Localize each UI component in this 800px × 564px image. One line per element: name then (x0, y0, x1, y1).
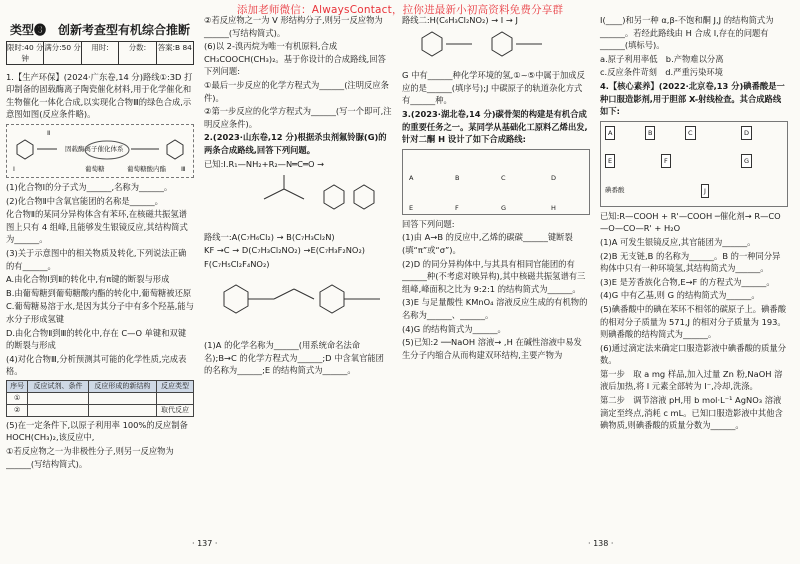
table-cell: ① (7, 392, 28, 404)
info-points: 分数: (119, 42, 156, 64)
q2-known: 已知:Ⅰ.R₁—NH₂+R₂—N═C═O → (204, 158, 325, 169)
right-column-2 (600, 14, 788, 433)
q2-question-1: (1)A 的化学名称为______(用系统命名法命名);B→C 的化学方程式为______;D 中含氧官能团的名称为______;E 的结构简式为______。 (204, 340, 384, 376)
q1-col2-3: ①最后一步反应的化学方程式为______(注明反应条件)。 (204, 79, 389, 103)
q1-option-d: D.由化合物Ⅱ到Ⅲ的转化中,存在 C—O 单键和双键的断裂与形成 (6, 327, 187, 351)
page-number-left: · 137 · (192, 539, 218, 549)
q3-tail-3: c.反应条件苛刻 d.严重污染环境 (600, 67, 723, 78)
q1-tail-2: ①若反应物之一为非极性分子,则另一反应物为______(写结构简式)。 (6, 446, 174, 469)
q4-box-F: F (661, 154, 671, 169)
info-used: 用时: (82, 42, 119, 64)
watermark-banner: 添加老师微信：AlwaysContact，拉你进最新小初高资料免费分享群 (236, 4, 564, 16)
q3-head: 3.(2023·湖北卷,14 分)碳骨架的构建是有机合成的重要任务之一。某同学从基础化工原料乙烯出发,针对二酮 H 设计了如下合成路线: (402, 108, 588, 145)
q3-label-E: E (409, 203, 414, 212)
q3-label-G: G (501, 203, 507, 212)
scheme-label-lactone: 葡萄糖酸内酯 (127, 164, 166, 173)
table-cell (88, 392, 156, 404)
q2-route-2: KF →C → D(C₇H₃Cl₂NO₂) →E(C₇H₃F₂NO₂) (204, 245, 366, 256)
q1-option-a: A.由化合物Ⅰ到Ⅱ的转化中,有π键的断裂与形成 (6, 274, 170, 285)
scheme-1 (6, 124, 194, 178)
right-column-1 (402, 14, 590, 362)
q1-col2-1: ②若反应物之一为 V 形结构分子,则另一反应物为______(写结构简式)。 (204, 15, 383, 38)
q1-col2-2: (6)以 2-溴丙烷为唯一有机原料,合成 CH₃COOCH(CH₃)₂。基于你设计的合成路线,回答下列问题: (204, 41, 386, 77)
table-header-type: 反应类型 (157, 380, 194, 392)
table-row (7, 404, 194, 416)
urea-structure-drawing (204, 171, 390, 227)
left-column-2 (204, 14, 392, 378)
q4-box-G: G (741, 154, 752, 169)
table-cell (28, 404, 88, 416)
q4-box-E: E (605, 154, 615, 169)
q3-question-3: (3)E 与足量酸性 KMnO₄ 溶液反应生成的有机物的名称为______、______。 (402, 297, 588, 320)
q4-head: 4.【核心素养】(2022·北京卷,13 分)碘番酸是一种口服造影剂,用于胆部 X-射线检查。其合成路线如下: (600, 80, 785, 117)
q4-question-4: (4)G 中有乙基,则 G 的结构简式为______。 (600, 290, 760, 301)
q4-step-2: 第二步 调节溶液 pH,用 b mol·L⁻¹ AgNO₃ 溶液滴定至终点,消耗 c mL。已知口服造影液中其他含碘物质,则碘番酸的质量分数为______。 (600, 395, 783, 431)
table-cell (28, 392, 88, 404)
q3-label-D: D (551, 173, 557, 182)
table-header-reagent: 反应试剂、条件 (28, 380, 88, 392)
q3-label-C: C (501, 173, 506, 182)
q4-label-product: 碘番酸 (605, 185, 625, 194)
q4-box-C: C (685, 126, 696, 141)
q4-box-A: A (605, 126, 615, 141)
scheme-label-II: Ⅱ (47, 128, 51, 137)
table-header-structure: 反应形成的新结构 (88, 380, 156, 392)
scheme-label-catalyst: 固载酶离子催化体系 (65, 144, 124, 153)
q3-question-0: 回答下列问题: (402, 218, 455, 229)
left-page (6, 14, 398, 549)
q3-question-4: (4)G 的结构简式为______。 (402, 323, 506, 334)
table-cell (88, 404, 156, 416)
q4-box-B: B (645, 126, 655, 141)
q1-tail-1: (5)在一定条件下,以原子利用率 100%的反应制备 HOCH(CH₃)₂,该反应中, (6, 419, 188, 443)
q2-route-2-line: 路线二:H(C₆H₃Cl₂NO₂) → I → J (402, 15, 518, 25)
q3-synthesis-route (402, 149, 590, 215)
table-header-no: 序号 (7, 380, 28, 392)
q1-option-c: C.葡萄糖易溶于水,是因为其分子中有多个羟基,能与水分子形成氢键 (6, 301, 194, 324)
q3-tail-1: I(____)和另一种 α,β-不饱和酮 J,J 的结构简式为______。若经此路线由 H 合成 I,存在的问题有______(填标号)。 (600, 15, 774, 51)
q1-text-5: (4)对化合物Ⅲ,分析预测其可能的化学性质,完成表格。 (6, 353, 187, 377)
route2-drawing (402, 28, 588, 66)
right-page (402, 14, 794, 549)
table-cell: 取代反应 (157, 404, 194, 416)
table-cell (157, 392, 194, 404)
q3-question-1: (1)由 A→B 的反应中,乙烯的碳碳______键断裂(填“π”或“σ”)。 (402, 232, 573, 255)
q1-col2-4: ②第一步反应的化学方程式为______(写一个即可,注明反应条件)。 (204, 106, 392, 129)
q1-text-1: (1)化合物Ⅰ的分子式为______,名称为______。 (6, 181, 173, 192)
q4-known: 已知:R—COOH + R'—COOH ─催化剂→ R—CO—O—CO—R' + H₂O (600, 210, 781, 234)
q1-text-4: (3)关于示意图中的相关物质及转化,下列说法正确的有______。 (6, 247, 187, 271)
q1-text-2: (2)化合物Ⅱ中含氧官能团的名称是______。 (6, 195, 163, 206)
q4-question-2: (2)B 无支链,B 的名称为______。B 的一种同分异构体中只有一种环境氢,其结构简式为______。 (600, 250, 781, 274)
q3-label-A: A (409, 173, 414, 182)
q1-option-b: B.由葡萄糖到葡萄糖酸内酯的转化中,葡萄糖被还原 (6, 287, 192, 298)
q1-head: 1.【生产环保】(2024·广东卷,14 分)路线①:3D 打印制备的固载酶离子陶瓷催化材料,用于化学催化和生物催化一体化合成,以实现化合物Ⅲ的绿色合成,示意图如图(反应条件略)。 (6, 71, 193, 120)
q3-label-F: F (455, 203, 459, 212)
q3-label-H: H (551, 203, 556, 212)
q4-question-1: (1)A 可发生银镜反应,其官能团为______。 (600, 236, 756, 247)
q4-question-3: (3)E 是芳香族化合物,E→F 的方程式为______。 (600, 276, 775, 287)
q4-synthesis-route (600, 121, 788, 207)
q4-question-6: (6)通过滴定法来确定口服造影液中碘番酸的质量分数。 (600, 342, 786, 366)
info-score: 满分:50 分 (44, 42, 81, 64)
scheme-label-I: Ⅰ (13, 164, 15, 173)
table-cell: ② (7, 404, 28, 416)
q3-question-5: (5)已知:2 ──NaOH 溶液→ ,H 在碱性溶液中易发生分子内缩合从而构建双环结构,主要产物为 (402, 337, 582, 360)
info-bar (6, 41, 194, 65)
q4-box-D: D (741, 126, 752, 141)
q2-route-2-question: G 中有______种化学环境的氢,①~⑤中属于加成反应的是______(填序号);J 中碳原子的轨道杂化方式有______种。 (402, 70, 585, 106)
scheme-1-drawing (7, 125, 193, 175)
q3-question-2: (2)D 的同分异构体中,与其具有相同官能团的有______种(不考虑对映异构),其中核磁共振氢谱有三组峰,峰面积之比为 9:2:1 的结构简式为______。 (402, 258, 586, 294)
q4-box-J: J (701, 184, 709, 199)
info-time: 限时:40 分钟 (7, 42, 44, 63)
q4-step-1: 第一步 取 a mg 样品,加入过量 Zn 粉,NaOH 溶液后加热,将 I 元素全部转为 I⁻,冷却,洗涤。 (600, 368, 783, 392)
q4-question-5: (5)碘番酸中的碘在苯环不相邻的碳原子上。碘番酸的相对分子质量为 571,J 的相对分子质量为 193。则碘番酸的结构简式为______。 (600, 303, 786, 340)
q3-tail-2: a.原子利用率低 b.产物难以分离 (600, 53, 724, 64)
q1-text-3: 化合物Ⅱ的某同分异构体含有苯环,在核磁共振氢谱图上只有 4 组峰,且能够发生银镜反应,其结构简式为______。 (6, 209, 188, 245)
scheme-label-glucose: 葡萄糖 (85, 164, 105, 173)
left-column-1 (6, 14, 194, 471)
scheme-label-III: Ⅲ (181, 164, 186, 173)
q2-head: 2.(2023·山东卷,12 分)根据杀虫剂氟铃脲(G)的两条合成路线,回答下列问题。 (204, 132, 387, 155)
info-answer: 答案:B 84 (157, 42, 192, 52)
section-title: 类型❸ 创新考查型有机综合推断 (9, 23, 190, 37)
page-number-right: · 138 · (588, 539, 614, 549)
q2-route-3: F(C₇H₅Cl₂F₄NO₂) (204, 258, 270, 269)
table-row (7, 392, 194, 404)
fluoroluron-structure-drawing (204, 272, 390, 336)
q3-label-B: B (455, 173, 460, 182)
q2-route-1: 路线一:A(C₇H₆Cl₂) → B(C₇H₃Cl₂N) (204, 231, 335, 242)
property-table (6, 380, 194, 417)
